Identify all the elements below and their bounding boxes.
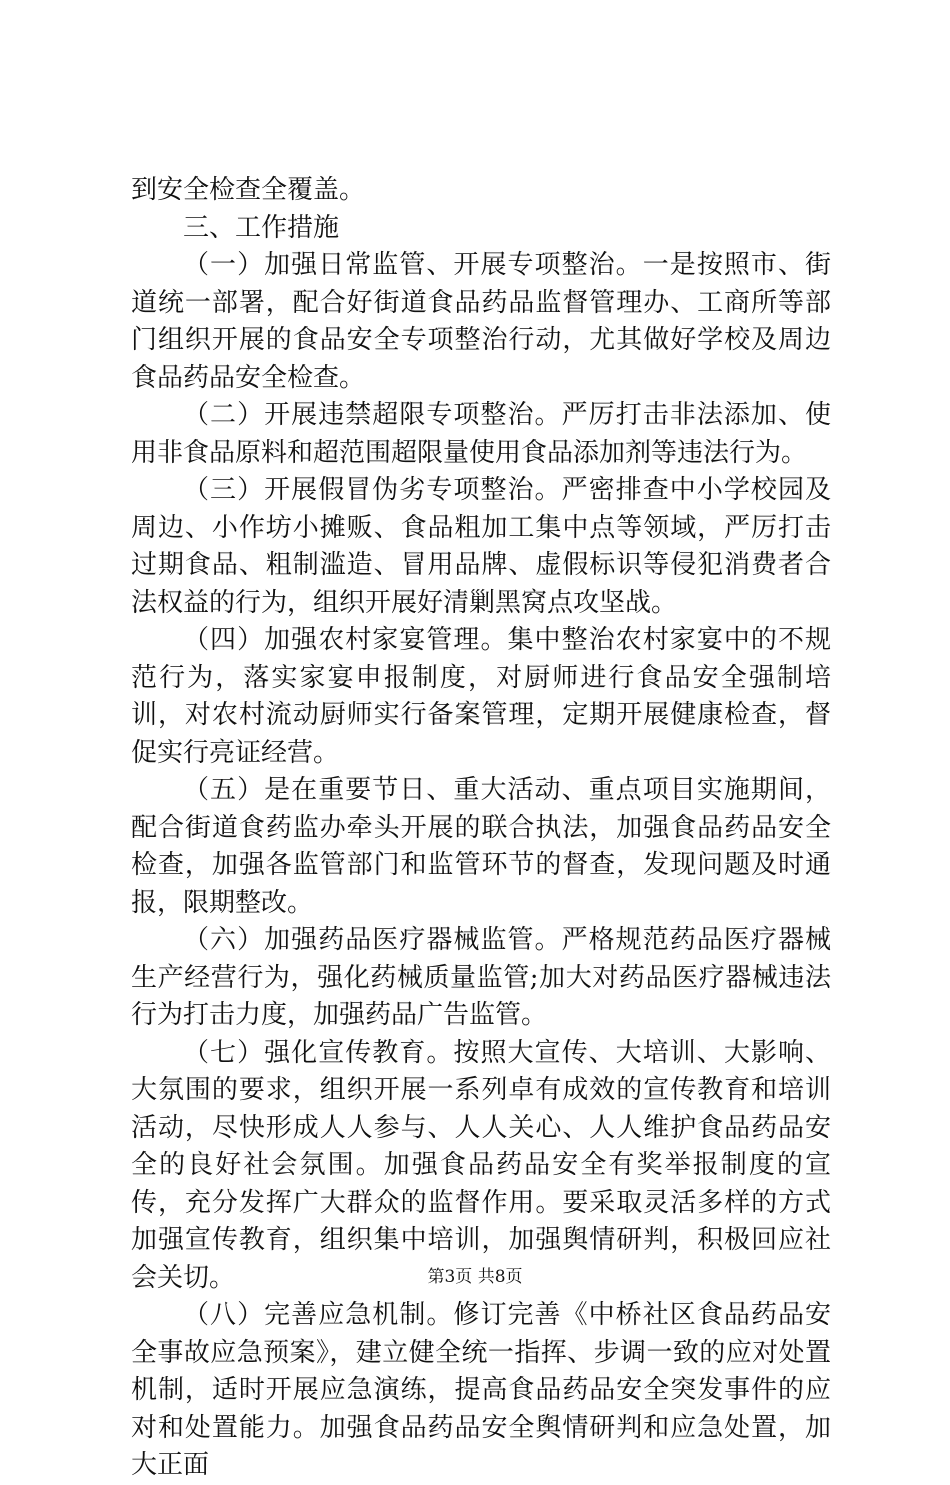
body-paragraph: 到安全检查全覆盖。 — [131, 175, 366, 205]
body-paragraph: （三）开展假冒伪劣专项整治。严密排查中小学校园及周边、小作坊小摊贩、食品粗加工集中点等领域，严厉打击过期食品、粗制滥造、冒用品牌、虚假标识等侵犯消费者合法权益的行为，组织开展好清剿黑窝点攻坚战。 — [131, 475, 831, 618]
body-paragraph: （二）开展违禁超限专项整治。严厉打击非法添加、使用非食品原料和超范围超限量使用食品添加剂等违法行为。 — [131, 400, 831, 468]
page-footer: 第3页 共8页 — [427, 1267, 523, 1287]
body-paragraph: （五）是在重要节日、重大活动、重点项目实施期间，配合街道食药监办牵头开展的联合执法，加强食品药品安全检查，加强各监管部门和监管环节的督查，发现问题及时通报，限期整改。 — [131, 775, 831, 918]
document-body — [131, 172, 831, 1485]
body-paragraph: （四）加强农村家宴管理。集中整治农村家宴中的不规范行为，落实家宴申报制度，对厨师进行食品安全强制培训，对农村流动厨师实行备案管理，定期开展健康检查，督促实行亮证经营。 — [131, 625, 831, 768]
body-paragraph: （八）完善应急机制。修订完善《中桥社区食品药品安全事故应急预案》，建立健全统一指挥、步调一致的应对处置机制，适时开展应急演练，提高食品药品安全突发事件的应对和处置能力。加强食品药品安全舆情研判和应急处置，加大正面 — [131, 1300, 831, 1480]
body-paragraph: （七）强化宣传教育。按照大宣传、大培训、大影响、大氛围的要求，组织开展一系列卓有成效的宣传教育和培训活动，尽快形成人人参与、人人关心、人人维护食品药品安全的良好社会氛围。加强食品药品安全有奖举报制度的宣传，充分发挥广大群众的监督作用。要采取灵活多样的方式加强宣传教育，组织集中培训，加强舆情研判，积极回应社会关切。 — [131, 1037, 831, 1293]
body-paragraph: 三、工作措施 — [183, 212, 340, 243]
body-paragraph: （六）加强药品医疗器械监管。严格规范药品医疗器械生产经营行为，强化药械质量监管;加大对药品医疗器械违法行为打击力度，加强药品广告监管。 — [131, 925, 831, 1030]
body-paragraph: （一）加强日常监管、开展专项整治。一是按照市、街道统一部署，配合好街道食品药品监督管理办、工商所等部门组织开展的食品安全专项整治行动，尤其做好学校及周边食品药品安全检查。 — [131, 250, 831, 393]
